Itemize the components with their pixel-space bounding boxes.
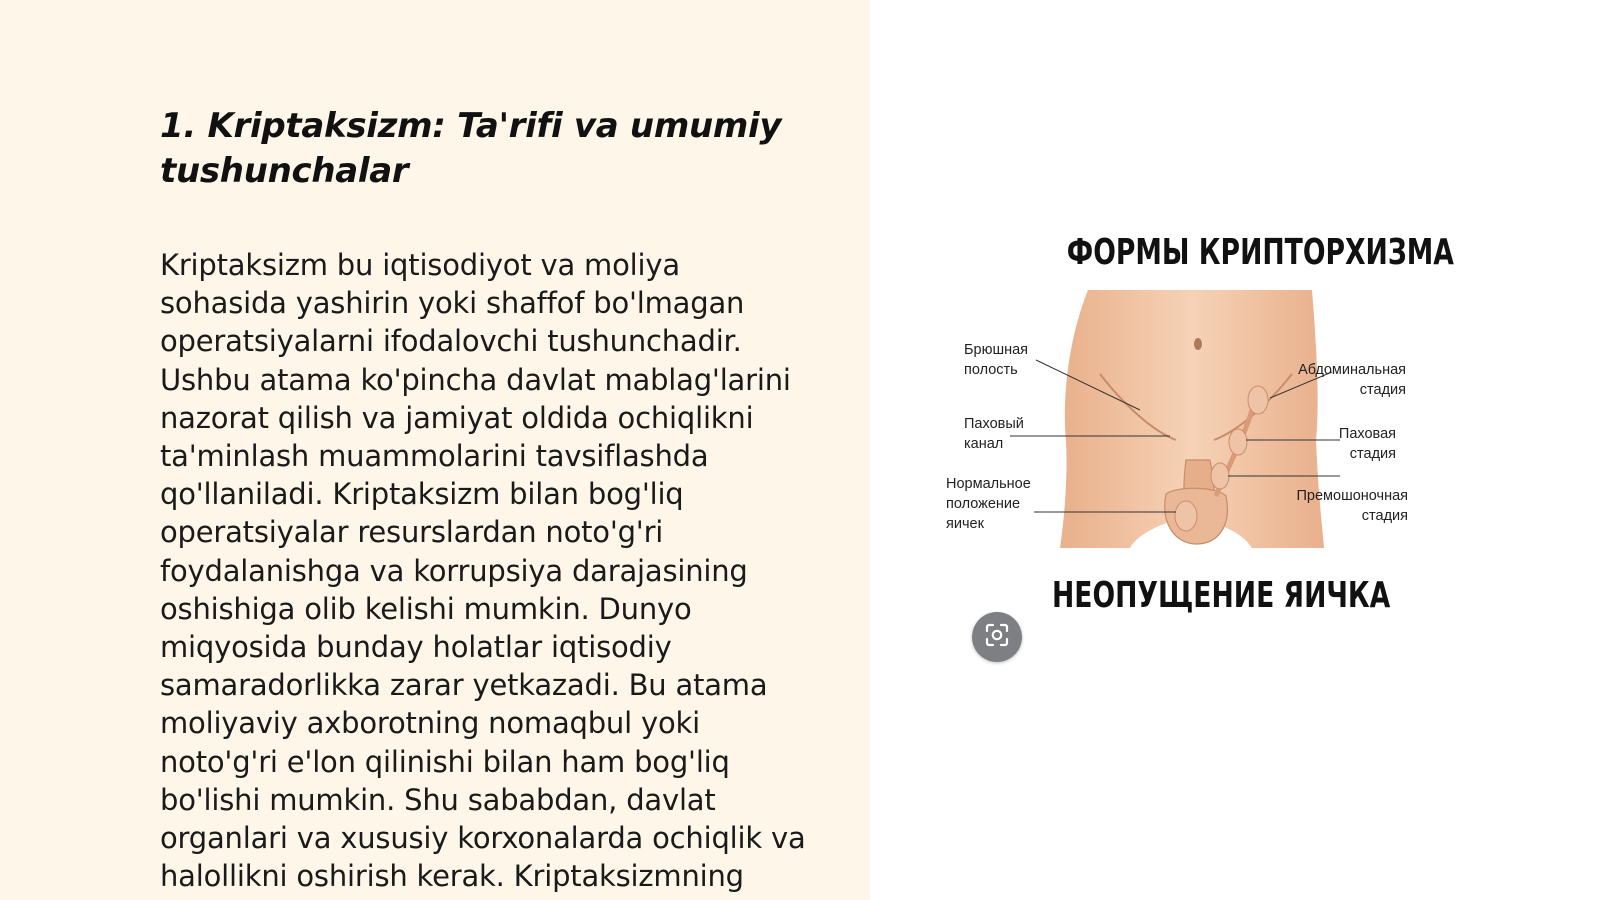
body-line: qo'llaniladi. Kriptaksizm bilan bog'liq bbox=[160, 477, 684, 512]
heading-line-1: 1. Kriptaksizm: Ta'rifi va umumiy bbox=[160, 106, 782, 146]
body-line: operatsiyalarni ifodalovchi tushunchadir. bbox=[160, 324, 742, 359]
body-line: foydalanishga va korrupsiya darajasining bbox=[160, 553, 748, 588]
body-line: miqyosida bunday holatlar iqtisodiy bbox=[160, 630, 672, 665]
body-line: operatsiyalar resurslardan noto'g'ri bbox=[160, 515, 664, 550]
body-line: oshishiga olib kelishi mumkin. Dunyo bbox=[160, 591, 692, 626]
label-prescrotal-stage: Премошоночная стадия bbox=[1296, 488, 1408, 524]
cryptorchidism-figure bbox=[940, 220, 1480, 660]
visual-search-icon bbox=[984, 622, 1010, 652]
body-line: nazorat qilish va jamiyat oldida ochiqlikni bbox=[160, 400, 754, 435]
slide-heading bbox=[160, 104, 840, 194]
figure-caption: НЕОПУЩЕНИЕ ЯИЧКА bbox=[1052, 575, 1391, 616]
body-line: Ushbu atama ko'pincha davlat mablag'larini bbox=[160, 362, 791, 397]
label-normal-position: Нормальное положение яичек bbox=[946, 476, 1031, 532]
heading-line-2: tushunchalar bbox=[160, 151, 409, 191]
body-line: bo'lishi mumkin. Shu sababdan, davlat bbox=[160, 782, 716, 817]
body-line: noto'g'ri e'lon qilinishi bilan ham bog'liq bbox=[160, 744, 730, 779]
body-line: ta'minlash muammolarini tavsiflashda bbox=[160, 439, 709, 474]
body-line: halollikni oshirish kerak. Kriptaksizmning bbox=[160, 859, 744, 894]
body-line: Kriptaksizm bu iqtisodiyot va moliya bbox=[160, 248, 680, 282]
visual-search-button[interactable] bbox=[972, 612, 1022, 662]
body-line: samaradorlikka zarar yetkazadi. Bu atama bbox=[160, 668, 768, 703]
body-line: organlari va xususiy korxonalarda ochiqlik va bbox=[160, 821, 806, 856]
label-abdominal-stage: Абдоминальная стадия bbox=[1298, 362, 1406, 398]
label-inguinal-stage: Паховая стадия bbox=[1338, 426, 1396, 462]
figure-title: ФОРМЫ КРИПТОРХИЗМА bbox=[1066, 232, 1454, 273]
label-inguinal-canal: Паховый канал bbox=[964, 416, 1024, 452]
body-line: sohasida yashirin yoki shaffof bo'lmagan bbox=[160, 286, 745, 321]
label-abdominal-cavity: Брюшная полость bbox=[964, 342, 1029, 378]
slide-body-text bbox=[160, 246, 850, 895]
body-line: moliyaviy axborotning nomaqbul yoki bbox=[160, 706, 700, 741]
